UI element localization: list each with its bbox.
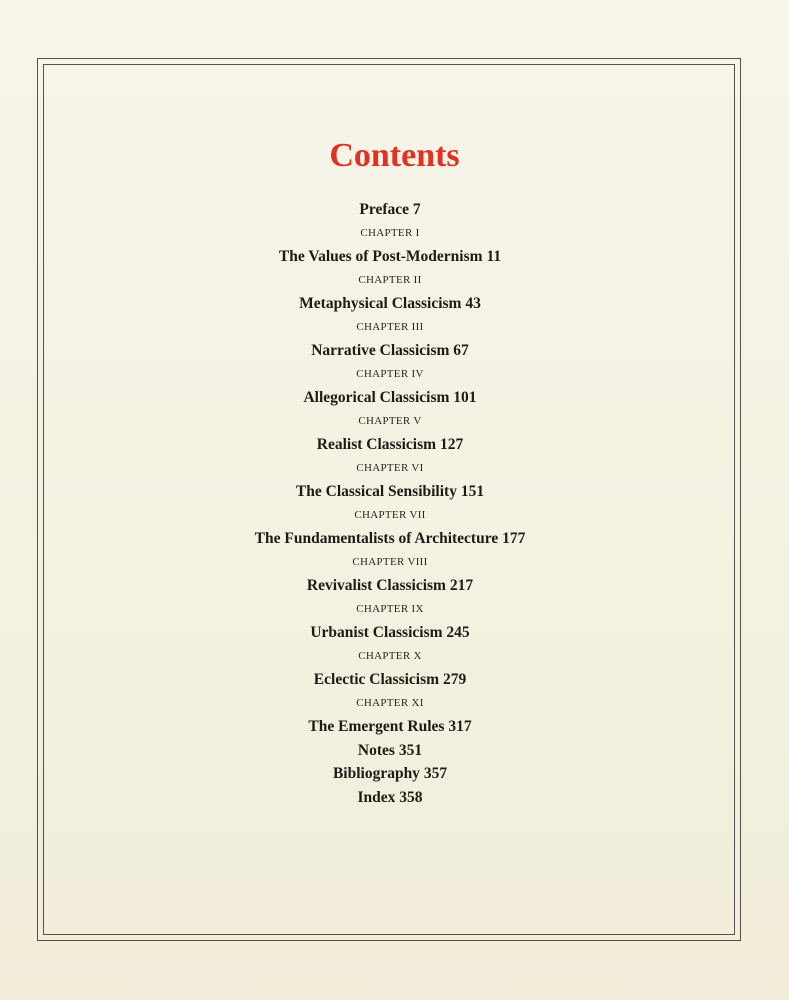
chapter-label: CHAPTER IV — [356, 367, 424, 380]
chapter-label: CHAPTER X — [358, 649, 422, 662]
toc-entry-page-number: 67 — [453, 342, 469, 359]
toc-entry-title: Narrative Classicism — [311, 342, 450, 359]
toc-entry — [0, 621, 780, 645]
toc-entry — [0, 786, 780, 810]
toc-entry-title: The Values of Post-Modernism — [278, 248, 483, 265]
toc-entry — [0, 386, 780, 410]
toc-entry — [0, 433, 780, 457]
toc-entry-title: Bibliography — [332, 765, 420, 782]
chapter-label: CHAPTER VII — [354, 508, 426, 521]
toc-entry — [0, 339, 780, 363]
toc-entry-title: Allegorical Classicism — [303, 389, 450, 406]
toc-entry — [0, 245, 780, 269]
toc-entry — [0, 668, 780, 692]
chapter-label: CHAPTER I — [360, 226, 420, 239]
toc-entry-title: Preface — [359, 201, 409, 218]
toc-entry-page-number: 43 — [465, 295, 481, 312]
toc-entry-page-number: 11 — [486, 248, 502, 265]
toc-entry — [0, 480, 780, 504]
toc-entry-title: Notes — [357, 741, 395, 759]
toc-entry-title: Eclectic Classicism — [313, 671, 440, 688]
chapter-label: CHAPTER VI — [356, 461, 424, 474]
toc-entry — [0, 739, 780, 763]
chapter-label: CHAPTER V — [358, 414, 422, 427]
chapter-label: CHAPTER III — [356, 320, 424, 333]
toc-entry — [0, 527, 780, 551]
toc-entry — [0, 715, 780, 739]
toc-entry — [0, 762, 780, 786]
toc-entry-title: The Fundamentalists of Architecture — [254, 530, 499, 547]
chapter-label: CHAPTER II — [358, 273, 422, 286]
table-of-contents — [0, 198, 780, 809]
toc-entry-page-number: 358 — [399, 788, 423, 806]
chapter-label: CHAPTER XI — [356, 696, 424, 709]
toc-entry-page-number: 351 — [398, 741, 423, 759]
toc-entry-page-number: 317 — [448, 718, 472, 735]
toc-entry-page-number: 101 — [453, 389, 477, 406]
toc-entry-title: Index — [357, 788, 396, 806]
toc-entry-page-number: 177 — [502, 530, 526, 547]
toc-entry-title: The Emergent Rules — [308, 718, 445, 735]
toc-entry-page-number: 151 — [460, 483, 485, 500]
page-title: Contents — [329, 137, 460, 174]
toc-entry-title: Urbanist Classicism — [310, 624, 443, 641]
toc-entry-title: Realist Classicism — [316, 436, 437, 453]
toc-entry — [0, 198, 780, 222]
chapter-label: CHAPTER VIII — [352, 555, 428, 568]
toc-entry-title: The Classical Sensibility — [295, 483, 457, 500]
toc-entry-page-number: 127 — [439, 436, 464, 453]
toc-entry-page-number: 7 — [412, 201, 421, 218]
toc-entry-title: Revivalist Classicism — [306, 577, 446, 594]
toc-entry-page-number: 217 — [449, 577, 474, 594]
toc-entry — [0, 574, 780, 598]
toc-entry-title: Metaphysical Classicism — [299, 295, 462, 312]
toc-entry-page-number: 357 — [423, 765, 448, 782]
toc-entry-page-number: 245 — [446, 624, 470, 641]
chapter-label: CHAPTER IX — [356, 602, 424, 615]
toc-entry — [0, 292, 780, 316]
toc-entry-page-number: 279 — [442, 671, 467, 688]
